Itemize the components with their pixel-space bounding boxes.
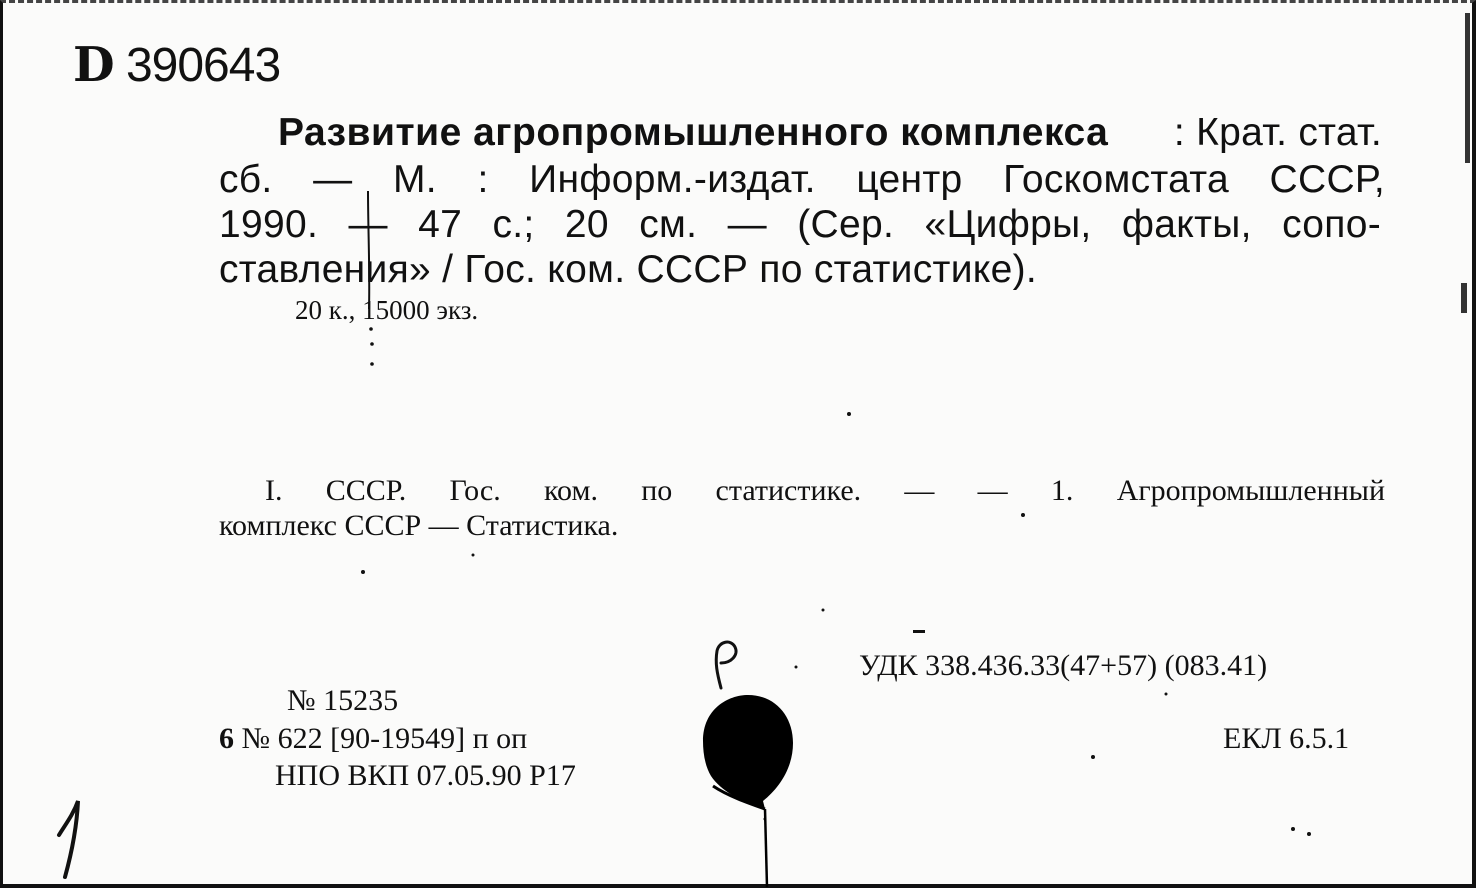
udc-code: УДК 338.436.33(47+57) (083.41) (859, 649, 1268, 682)
book-title: Развитие агропромышленного комплекса (278, 111, 1109, 154)
collation-line: 1990. — 47 с.; 20 см. — (Сер. «Цифры, факты, сопо- (219, 203, 1381, 246)
order-prefix: 6 (219, 722, 234, 755)
catalog-number-value: 390643 (125, 39, 281, 92)
entry-number: № 15235 (287, 684, 399, 717)
imprint-line: сб. — М. : Информ.-издат. центр Госкомстата СССР, (219, 158, 1385, 201)
catalog-prefix: D (73, 37, 114, 93)
series-line: ставления» / Гос. ком. СССР по статистике). (219, 248, 1038, 291)
publisher-stamp-line: НПО ВКП 07.05.90 Р17 (275, 759, 576, 792)
paper-specks (3, 3, 1476, 891)
price-print-run: 20 к., 15000 экз. (295, 295, 479, 325)
subject-headings-line-1: I. СССР. Гос. ком. по статистике. — — 1. Агропромышленный (265, 474, 1385, 507)
subject-headings-line-2: комплекс СССР — Статистика. (219, 509, 619, 542)
title-remainder: : Крат. стат. (1173, 111, 1382, 154)
order-details: № 622 [90-19549] п оп (241, 722, 528, 755)
ekl-code: ЕКЛ 6.5.1 (1223, 722, 1350, 755)
